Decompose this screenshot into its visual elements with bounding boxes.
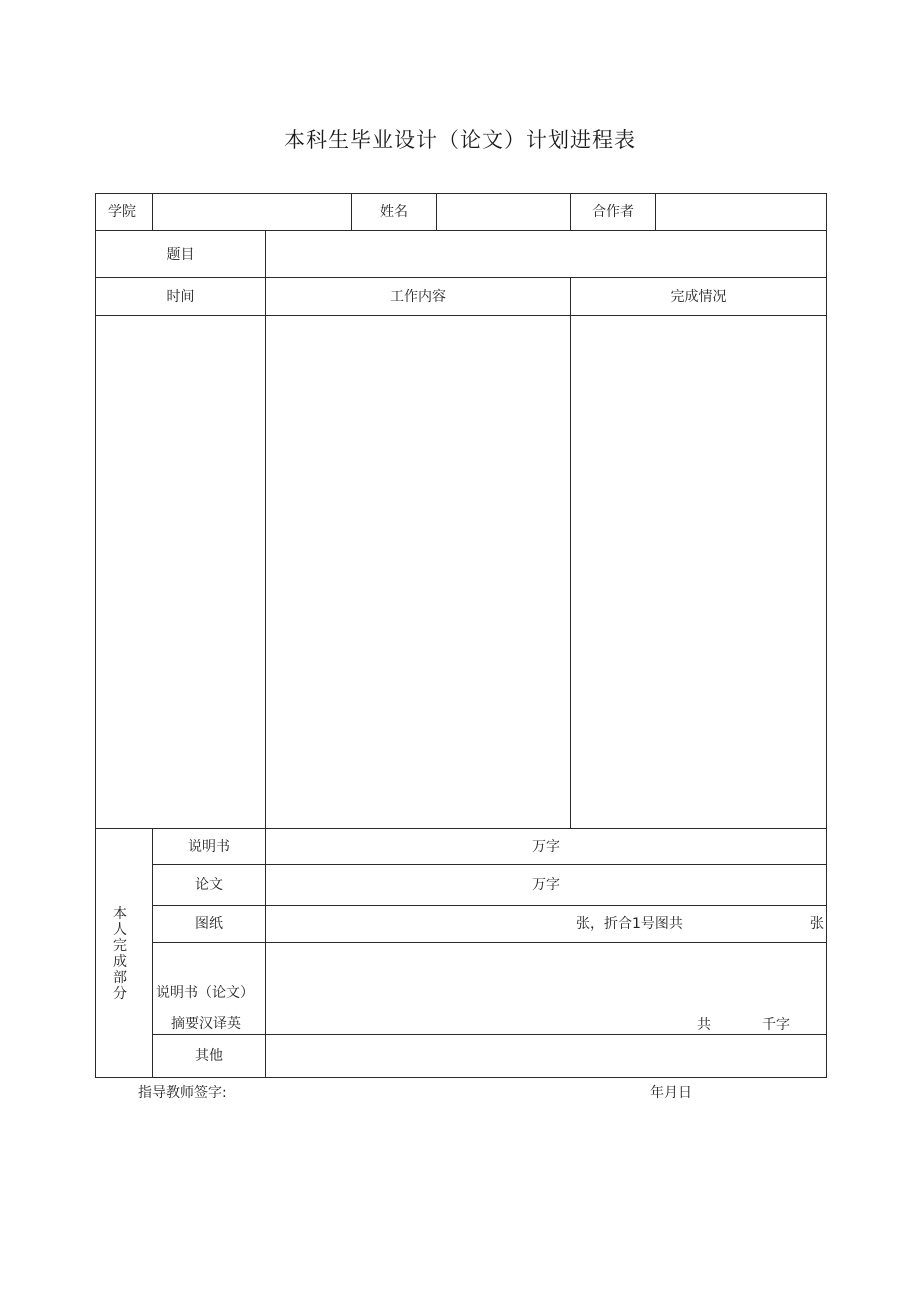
rule-below-drawings-row [152, 942, 827, 943]
schedule-header-completion: 完成情况 [670, 289, 727, 305]
schedule-time-cell[interactable] [96, 316, 265, 828]
translation-unit: 千字 [762, 1017, 790, 1033]
other-label: 其他 [195, 1048, 223, 1064]
table-border-bottom [95, 1077, 827, 1078]
thesis-unit: 万字 [532, 877, 560, 893]
rule-section-label-column [152, 828, 153, 1078]
rule-below-schedule-body [95, 828, 827, 829]
rule-below-topic-row [95, 277, 827, 278]
schedule-header-work-content: 工作内容 [390, 289, 446, 305]
advisor-signature-label: 指导教师签字: [138, 1085, 227, 1101]
manual-unit: 万字 [532, 839, 560, 855]
topic-field[interactable] [266, 231, 826, 277]
college-label: 学院 [108, 204, 136, 220]
schedule-completion-cell[interactable] [571, 316, 826, 828]
manual-label: 说明书 [188, 839, 230, 855]
schedule-header-time: 时间 [166, 289, 195, 305]
thesis-label: 论文 [195, 877, 223, 893]
topic-label: 题目 [166, 247, 195, 263]
translation-label-line2: 摘要汉译英 [171, 1016, 241, 1032]
drawings-end-unit: 张 [810, 916, 824, 932]
personal-section-label: 本人完成部分 [113, 906, 127, 1002]
collaborator-label: 合作者 [592, 204, 634, 220]
name-label: 姓名 [380, 204, 408, 220]
collaborator-field[interactable] [656, 194, 826, 230]
translation-label-line1: 说明书（论文） [156, 985, 254, 1001]
other-field[interactable] [266, 1035, 826, 1077]
date-label: 年月日 [650, 1085, 692, 1101]
rule-below-thesis-row [152, 905, 827, 906]
rule-below-manual-row [152, 864, 827, 865]
drawings-label: 图纸 [195, 916, 223, 932]
college-field[interactable] [153, 194, 351, 230]
schedule-work-content-cell[interactable] [266, 316, 570, 828]
table-border-right [826, 193, 827, 1078]
drawings-sheets-text: 张，折合1号图共 [576, 916, 683, 932]
name-field[interactable] [437, 194, 570, 230]
document-title: 本科生毕业设计（论文）计划进程表 [284, 128, 636, 152]
translation-total-prefix: 共 [697, 1017, 711, 1033]
